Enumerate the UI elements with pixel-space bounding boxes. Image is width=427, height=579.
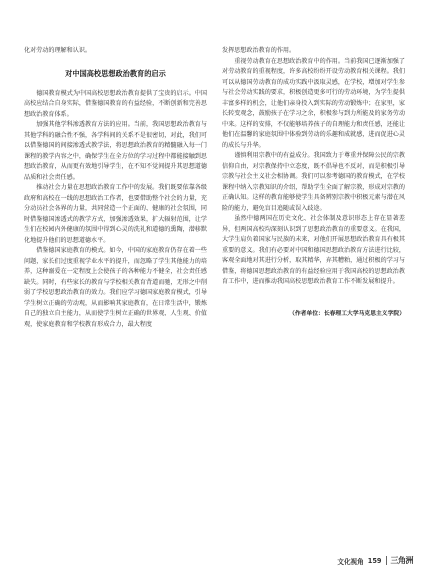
paragraph-continuation: 化对劳动的理解和认识。	[24, 47, 92, 54]
journal-name: 文化视角	[337, 557, 364, 566]
paragraph-family-education: 借鉴德国家庭教育的模式。如今，中国的家庭教育仍存在着一些问题，家长们过度重视学业水平的提升，而忽略了学生其他能力的培养，这种溺爱在一定程度上会使孩子的各种能力不健全，社会责任感缺失。同时，有些家长的教育与学校相关教育背道而驰，无形之中削弱了学校思想政治教育的效力。我们应学习德国家庭教育模式，引导学生树立正确的劳动观，从而影响其家庭教育，在日常生活中，锻炼自己的独立自主能力，从而使学生树立正确的世界观、人生观、价值观，使家庭教育和学校教育形成合力，最大程度	[24, 247, 207, 328]
author-affiliation: （作者单位：长春理工大学马克思主义学院）	[289, 310, 405, 317]
paragraph-interdisciplinary: 加强其他学科渗透教育方法的应用。当前，我国思想政治教育与其他学科的融合性不强，各学科间的关系不是很密切，对此，我们可以借鉴德国的间接渗透式教学法，将思想政治教育的精髓融入每一门课程的教学内容之中，确保学生在全方位的学习过程中都能接触到思想政治教育，从而更有效地引导学生，在不知不觉间提升其思想道德品质和社会责任感。	[24, 121, 207, 181]
left-column	[24, 46, 207, 330]
paragraph-labor-education: 重视劳动教育在思想政治教育中的作用。当前我国已逐渐加强了对劳动教育的重视程度，许多高校纷纷开设劳动教育相关课程。我们可以从德国劳动教育的成功实践中汲取灵感，在学校，增加对学生参与社会劳动实践的要求，积极创造更多可行的劳动环境，为学生提供丰富多样的机会，让他们亲身投入到实际的劳动锻炼中；在家里，家长转变观念，鼓励孩子在学习之余，积极参与到力所能及的家务劳动中来。这样的安排，不仅能够培养孩子的自理能力和责任感，还能让他们在温馨的家庭氛围中体验到劳动的乐趣和成就感，进而促进心灵的成长与升华。	[222, 57, 405, 149]
paragraph-intro: 德国教育模式为中国高校思想政治教育提供了宝贵的启示。中国高校应结合自身实际，借鉴德国教育的有益经验，不断创新和完善思想政治教育体系。	[24, 89, 207, 118]
paragraph-religion: 谨慎利用宗教中的有益成分。我国致力于尊重并保障公民的宗教信仰自由，对宗教保持中立态度，既不倡导也不反对，而是积极引导宗教与社会主义社会相协调。我们可以参考德国的教育模式，在学校课程中纳入宗教知识的介绍，帮助学生全面了解宗教，形成对宗教的正确认知。这样的教育能够使学生具备辨别宗教中积极元素与潜在风险的能力，避免盲目追随或误入歧途。	[222, 152, 405, 212]
page-number: 159	[367, 556, 382, 565]
section-heading: 对中国高校思想政治教育的启示	[65, 68, 166, 78]
paragraph-conclusion: 虽然中德两国在历史文化、社会体制及意识形态上存在显著差异，但两国高校均深刻认识到了思想政治教育的重要意义。在我国，大学生肩负着国家与民族的未来，对他们开展思想政治教育具有极其重要的意义。我们有必要对中国和德国思想政治教育方法进行比较，客观全面地对其进行分析，取其精华，弃其糟粕，通过积极的学习与借鉴，将德国思想政治教育的有益经验应用于我国高校的思想政治教育工作中，进而推动我国高校思想政治教育工作不断发展和提升。	[222, 215, 405, 285]
right-column	[222, 46, 405, 317]
paragraph-continuation-right: 发挥思想政治教育的作用。	[222, 47, 296, 54]
paragraph-social-forces: 推动社会力量在思想政治教育工作中的发展。我们既要依靠各级政府和高校在一线的思想政治工作者，也要借助整个社会的力量，充分动员社会各界的力量，共同营造一个正面的、健康的社会氛围，同时借鉴德国渗透式的教学方式，加强渗透效果，扩大辐射范围，让学生们在校园内外健康的氛围中得到心灵的洗礼和道德的熏陶，潜移默化地提升他们的思想道德水平。	[24, 184, 207, 244]
page-footer	[337, 555, 413, 566]
footer-divider	[386, 556, 387, 565]
publication-logo: 三角洲	[390, 556, 413, 565]
